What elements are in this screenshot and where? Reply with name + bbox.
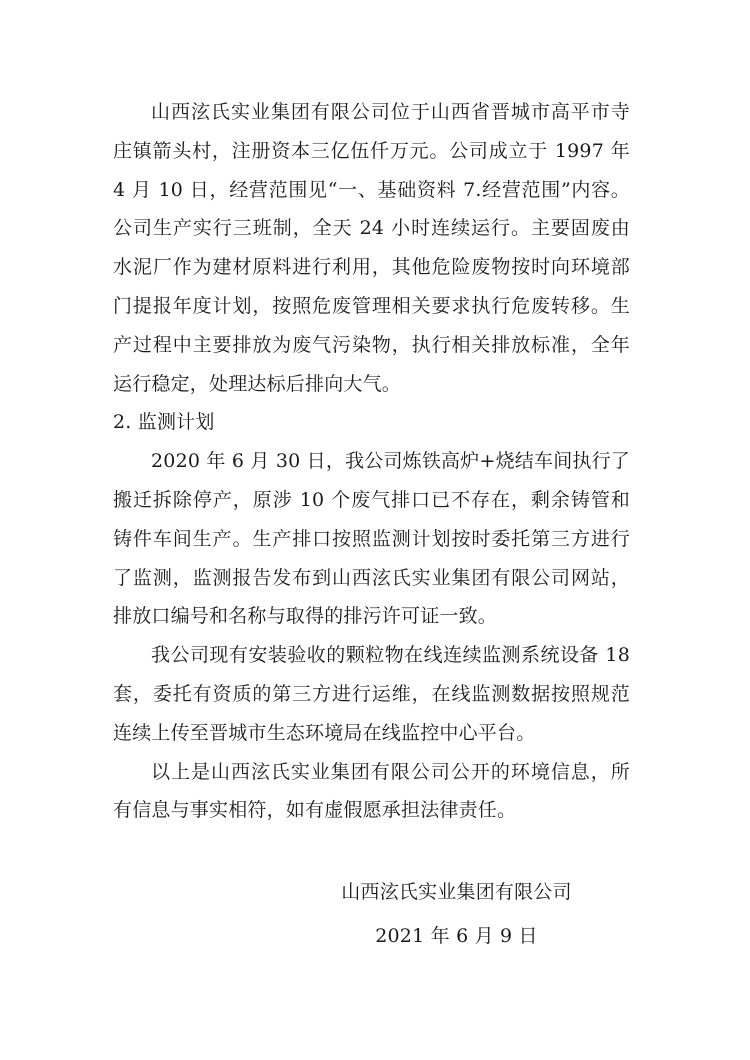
paragraph-shutdown-monitoring: 2020 年 6 月 30 日，我公司炼铁高炉+烧结车间执行了搬迁拆除停产，原涉 10 个废气排口已不存在，剩余铸管和铸件车间生产。生产排口按照监测计划按时委托第三方进行了监测，监测报告发布到山西泫氏实业集团有限公司网站，排放口编号和名称与取得的排污许可证一致。	[113, 450, 630, 628]
signature-block	[113, 870, 630, 958]
signature-date: 2021 年 6 月 9 日	[375, 925, 538, 948]
paragraph-declaration: 以上是山西泫氏实业集团有限公司公开的环境信息，所有信息与事实相符，如有虚假愿承担法律责任。	[113, 760, 630, 822]
signature-company: 山西泫氏实业集团有限公司	[341, 881, 572, 904]
document-body	[113, 93, 630, 958]
paragraph-online-monitoring: 我公司现有安装验收的颗粒物在线连续监测系统设备 18 套，委托有资质的第三方进行运维，在线监测数据按照规范连续上传至晋城市生态环境局在线监控中心平台。	[113, 644, 630, 744]
paragraph-company-overview: 山西泫氏实业集团有限公司位于山西省晋城市高平市寺庄镇箭头村，注册资本三亿伍仟万元。公司成立于 1997 年 4 月 10 日，经营范围见“一、基础资料 7.经营范围”内容。公司生产实行三班制，全天 24 小时连续运行。主要固废由水泥厂作为建材原料进行利用，其他危险废物按时向环境部门提报年度计划，按照危废管理相关要求执行危废转移。生产过程中主要排放为废气污染物，执行相关排放标准，全年运行稳定，处理达标后排向大气。	[113, 101, 630, 395]
section-heading-monitoring-plan: 2. 监测计划	[113, 411, 215, 434]
